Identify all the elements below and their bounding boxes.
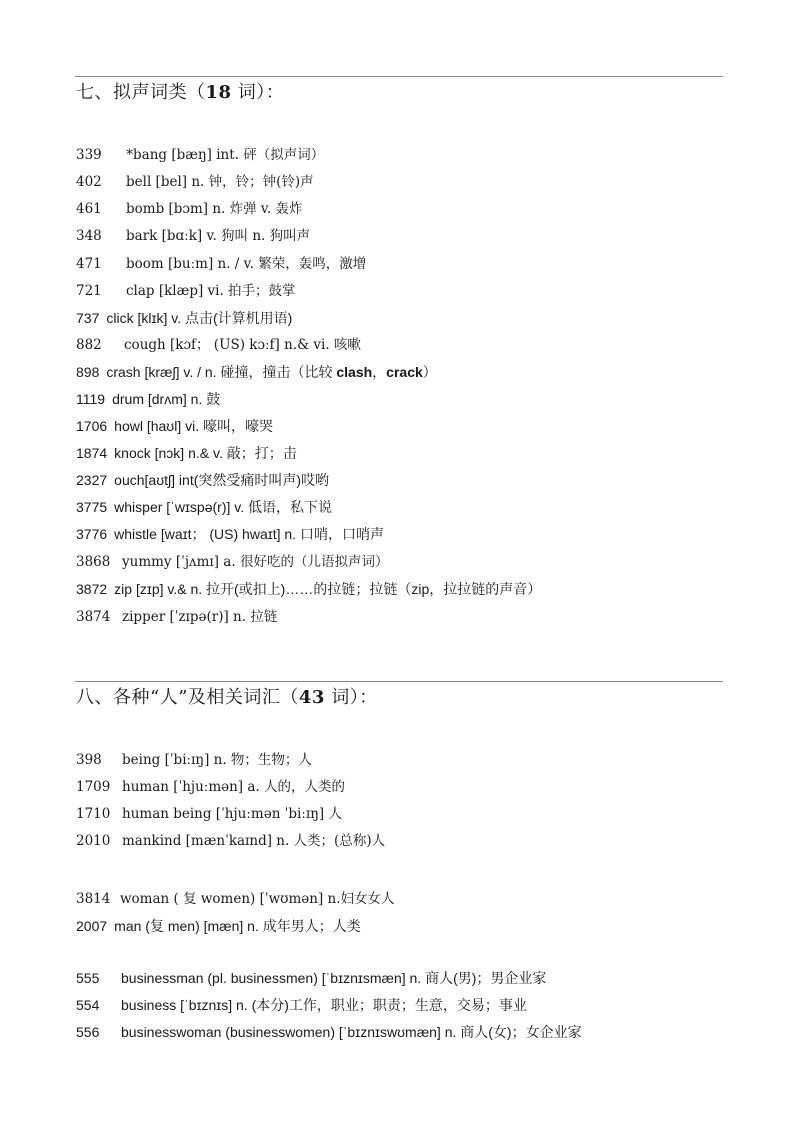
section-title-onomatopoeia xyxy=(76,78,284,104)
entry-number: 3868 xyxy=(76,554,111,570)
entry-number: 3874 xyxy=(76,609,111,625)
entry-text: human [ˈhjuːmən] a. 人的，人类的 xyxy=(122,779,346,795)
section-word-count: 43 xyxy=(298,687,325,708)
vocab-entry xyxy=(76,915,361,937)
entry-text: whisper [ˈwɪspə(r)] v. 低语，私下说 xyxy=(114,499,333,515)
section-word-count: 18 xyxy=(205,82,232,103)
entry-number: 556 xyxy=(76,1024,100,1040)
entry-number: 3775 xyxy=(76,499,108,515)
entry-text: zipper [ˈzɪpə(r)] n. 拉链 xyxy=(122,609,278,625)
vocab-entry xyxy=(76,1021,582,1043)
entry-text: zip [zɪp] v.& n. 拉开(或扣上)……的拉链；拉链（zip，拉拉链的声音） xyxy=(114,581,542,597)
entry-text: cough [kɔf； (US) kɔːf] n.& vi. 咳嗽 xyxy=(124,337,361,353)
entry-number: 348 xyxy=(76,228,102,244)
entry-number: 398 xyxy=(76,752,102,768)
vocab-entry xyxy=(76,606,277,628)
entry-text: whistle [waɪt； (US) hwaɪt] n. 口哨，口哨声 xyxy=(114,526,384,542)
vocab-entry xyxy=(76,253,366,275)
entry-text: bomb [bɔm] n. 炸弹 v. 轰炸 xyxy=(126,201,303,217)
entry-number: 3776 xyxy=(76,526,108,542)
vocab-entry xyxy=(76,830,385,852)
vocab-entry xyxy=(76,442,297,464)
entry-number: 471 xyxy=(76,256,102,272)
entry-number: 1710 xyxy=(76,806,111,822)
entry-text: howl [haʊl] vi. 嚎叫，嚎哭 xyxy=(114,418,274,434)
entry-separator: ， xyxy=(372,364,387,380)
entry-text: man (复 men) [mæn] n. 成年男人；人类 xyxy=(114,918,361,934)
entry-number: 339 xyxy=(76,147,102,163)
section-title-suffix: 词）： xyxy=(231,82,285,103)
entry-text: boom [buːm] n. / v. 繁荣，轰鸣，激增 xyxy=(126,256,367,272)
vocab-entry xyxy=(76,388,220,410)
vocab-entry xyxy=(76,776,345,798)
entry-number: 2010 xyxy=(76,833,111,849)
entry-text: woman ( 复 women) [ˈwʊmən] n.妇女女人 xyxy=(120,891,395,907)
vocab-entry xyxy=(76,523,384,545)
entry-number: 1874 xyxy=(76,445,108,461)
entry-text: ouch[aʊtʃ] int(突然受痛时叫声)哎哟 xyxy=(114,472,330,488)
section-title-text: 七、拟声词类（ xyxy=(76,82,206,103)
entry-text: human being [ˈhjuːmən ˈbiːɪŋ] 人 xyxy=(122,806,342,822)
vocab-entry xyxy=(76,994,527,1016)
entry-text: business [ˈbɪznɪs] n. (本分)工作，职业；职责；生意，交易；事业 xyxy=(121,997,527,1013)
entry-number: 1709 xyxy=(76,779,111,795)
section-title-suffix: 词）： xyxy=(324,687,378,708)
vocab-entry xyxy=(76,198,303,220)
vocab-entry xyxy=(76,361,437,383)
entry-text: *bang [bæŋ] int. 砰（拟声词） xyxy=(122,147,325,163)
section-title-text: 八、各种“人”及相关词汇（ xyxy=(76,687,299,708)
vocab-entry xyxy=(76,496,332,518)
entry-number: 737 xyxy=(76,310,100,326)
entry-compare-word: crack xyxy=(386,364,423,380)
entry-number: 2327 xyxy=(76,472,108,488)
entry-close-paren: ） xyxy=(422,364,437,380)
entry-number: 3872 xyxy=(76,581,108,597)
entry-text: crash [kræʃ] v. / n. 碰撞，撞击（比较 xyxy=(106,364,337,380)
entry-number: 402 xyxy=(76,174,102,190)
entry-number: 3814 xyxy=(76,891,111,907)
entry-text: drum [drʌm] n. 鼓 xyxy=(112,391,221,407)
vocab-entry xyxy=(76,144,324,166)
entry-text: clap [klæp] vi. 拍手；鼓掌 xyxy=(126,283,296,299)
entry-number: 554 xyxy=(76,997,100,1013)
section-divider xyxy=(75,76,723,77)
vocab-entry xyxy=(76,225,310,247)
entry-text: click [klɪk] v. 点击(计算机用语) xyxy=(106,310,293,326)
entry-number: 1706 xyxy=(76,418,108,434)
entry-text: businessman (pl. businessmen) [ˈbɪznɪsmæn] n. 商人(男)；男企业家 xyxy=(121,970,547,986)
vocab-entry xyxy=(76,749,312,771)
vocab-entry xyxy=(76,280,296,302)
vocab-entry xyxy=(76,967,546,989)
entry-text: yummy [ˈjʌmɪ] a. 很好吃的（儿语拟声词） xyxy=(122,554,389,570)
vocab-entry xyxy=(76,307,292,329)
entry-text: mankind [mænˈkaɪnd] n. 人类；(总称)人 xyxy=(122,833,386,849)
section-title-people xyxy=(76,683,378,709)
vocab-entry xyxy=(76,803,342,825)
entry-text: bell [bel] n. 钟，铃；钟(铃)声 xyxy=(126,174,314,190)
entry-number: 721 xyxy=(76,283,102,299)
vocab-entry xyxy=(76,551,388,573)
vocab-entry xyxy=(76,334,361,356)
entry-compare-word: clash xyxy=(336,364,373,380)
vocab-entry xyxy=(76,469,329,491)
entry-number: 461 xyxy=(76,201,102,217)
entry-number: 898 xyxy=(76,364,100,380)
entry-text: bark [bɑːk] v. 狗叫 n. 狗叫声 xyxy=(126,228,311,244)
entry-number: 2007 xyxy=(76,918,108,934)
entry-text: being [ˈbiːɪŋ] n. 物；生物；人 xyxy=(122,752,312,768)
entry-number: 1119 xyxy=(76,391,106,407)
section-divider xyxy=(75,681,723,682)
entry-text: knock [nɔk] n.& v. 敲；打；击 xyxy=(114,445,297,461)
vocab-entry xyxy=(76,578,541,600)
entry-number: 882 xyxy=(76,337,102,353)
entry-number: 555 xyxy=(76,970,100,986)
vocab-entry xyxy=(76,415,273,437)
entry-text: businesswoman (businesswomen) [ˈbɪznɪswʊmæn] n. 商人(女)；女企业家 xyxy=(121,1024,582,1040)
vocab-entry xyxy=(76,171,314,193)
vocab-entry xyxy=(76,888,395,910)
